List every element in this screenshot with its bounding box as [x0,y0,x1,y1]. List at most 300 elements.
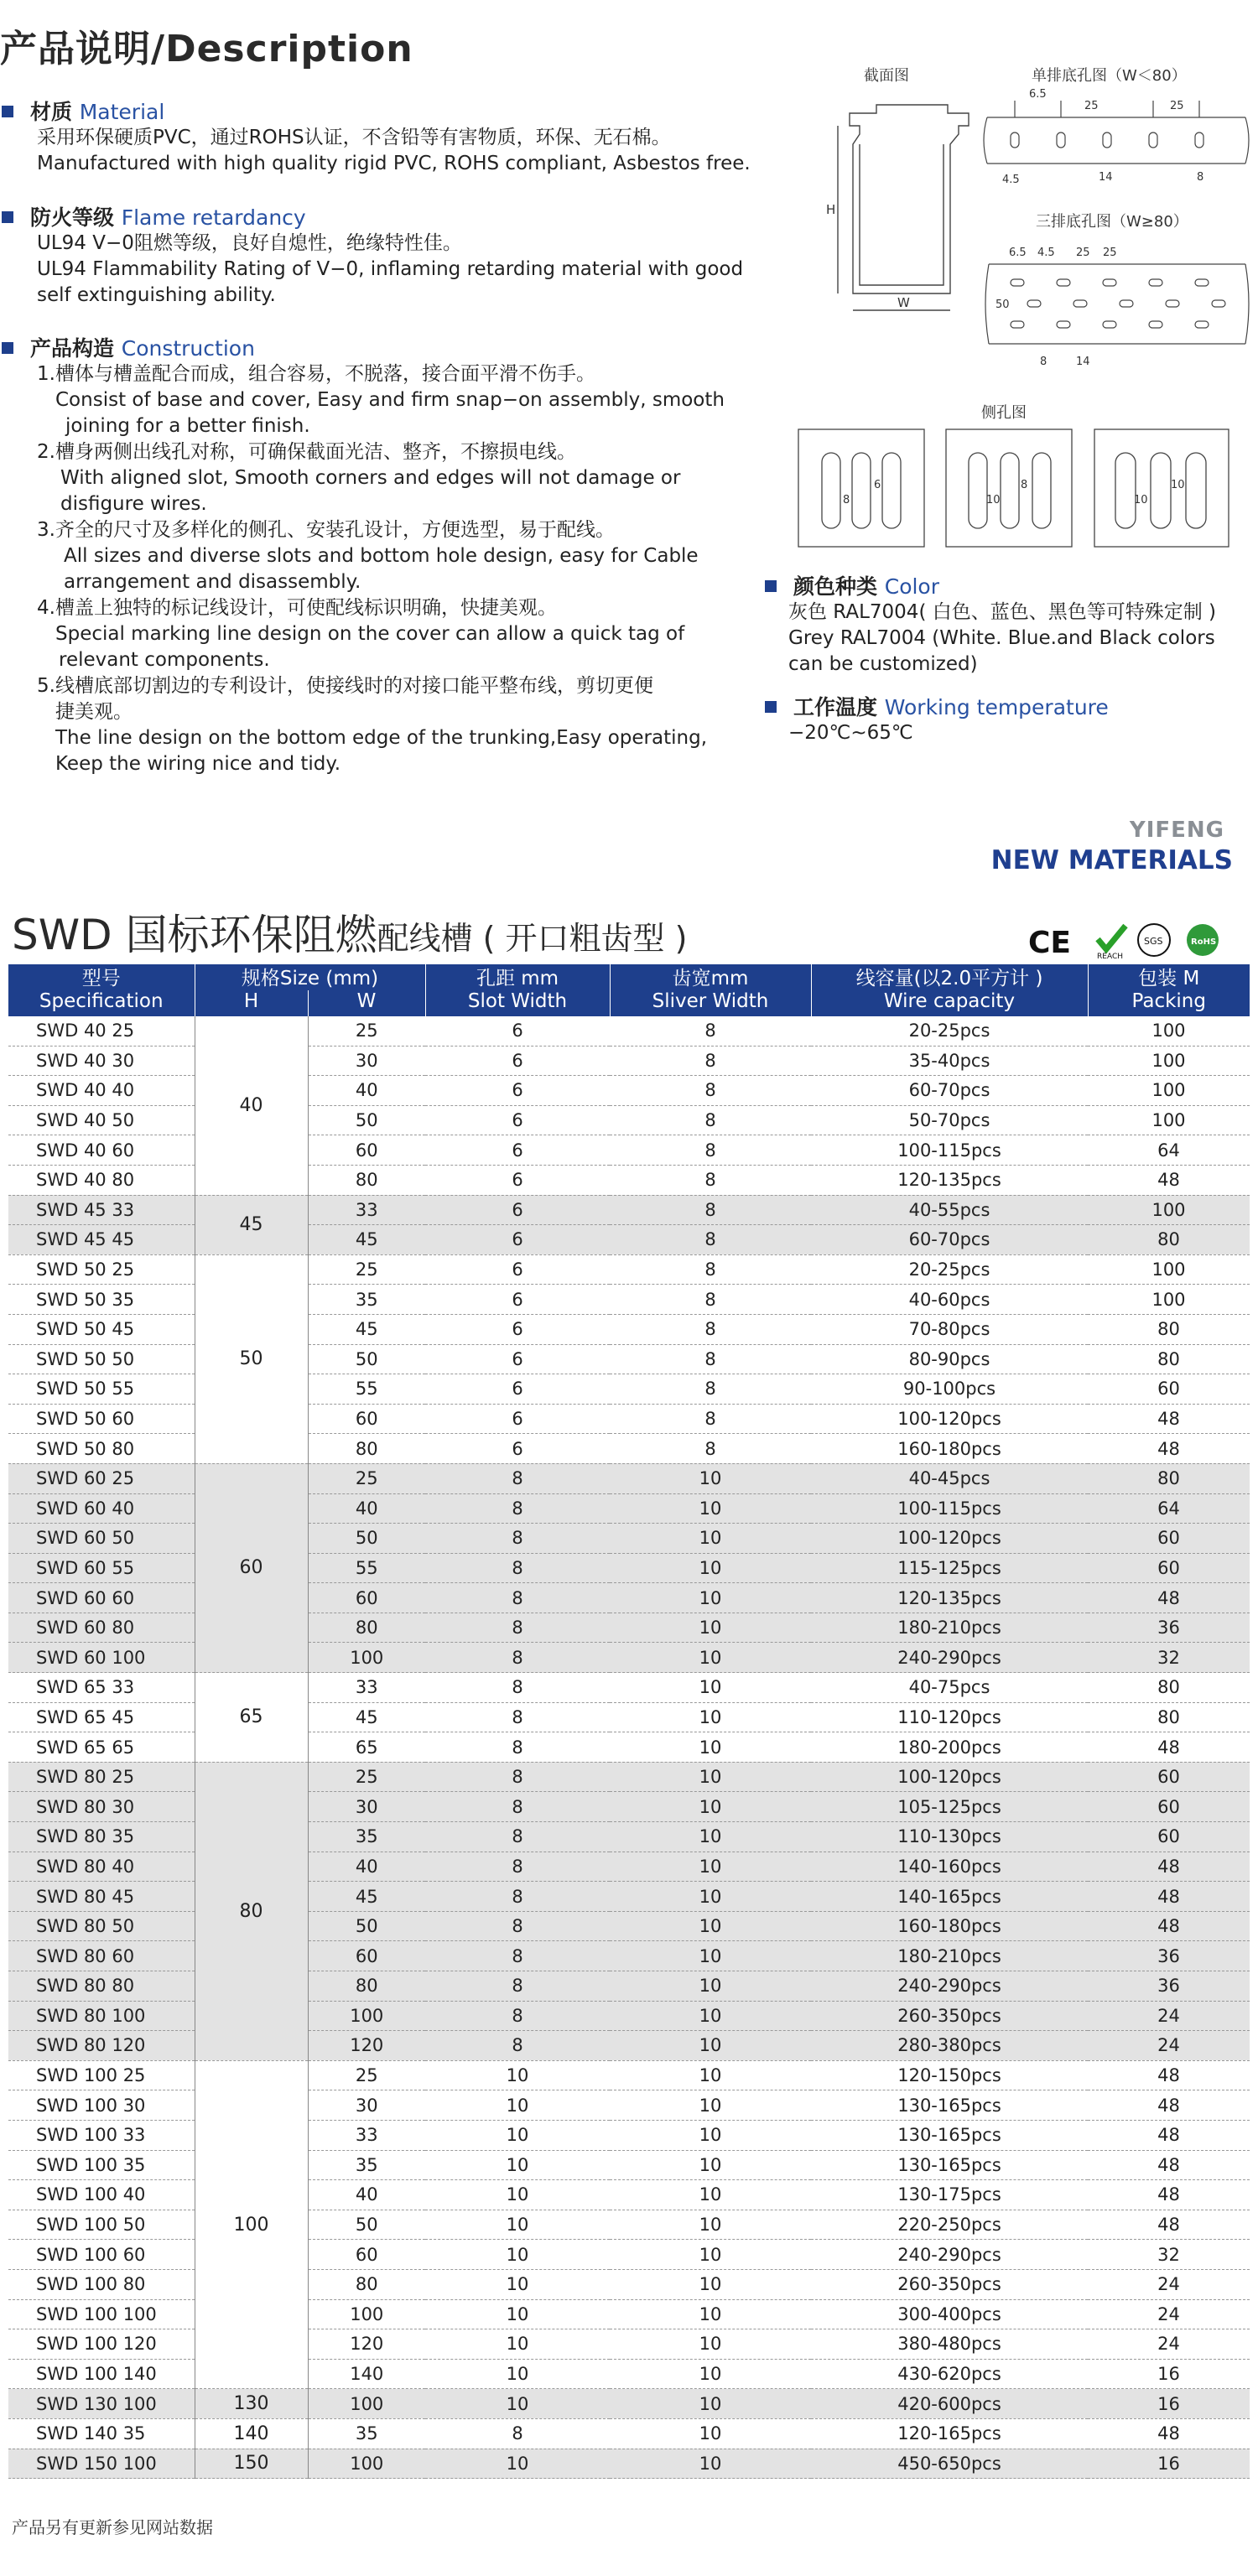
dim3-14: 14 [1076,356,1090,368]
cell-spec: SWD 40 40 [8,1076,195,1106]
cell-wire-capacity: 140-165pcs [811,1882,1088,1912]
cell-slot-width: 10 [425,2299,610,2329]
cell-wire-capacity: 430-620pcs [811,2359,1088,2389]
certification-logos [1027,921,1236,959]
cell-spec: SWD 100 140 [8,2359,195,2389]
cell-packing: 48 [1088,2120,1250,2150]
cell-w: 45 [308,1225,425,1255]
cell-sliver-width: 8 [610,1254,811,1285]
cell-packing: 48 [1088,2418,1250,2449]
header-slot: 孔距 mm Slot Width [425,964,610,1016]
construction-item-3-cn: 3.齐全的尺寸及多样化的侧孔、安装孔设计，方便选型，易于配线。 [37,519,615,541]
cell-packing: 64 [1088,1493,1250,1524]
cell-w: 30 [308,1046,425,1076]
cell-packing: 48 [1088,1732,1250,1763]
cell-wire-capacity: 110-120pcs [811,1702,1088,1732]
cell-sliver-width: 10 [610,2060,811,2090]
dim-8: 8 [1197,171,1204,184]
dim-65: 6.5 [1029,88,1047,101]
cell-wire-capacity: 220-250pcs [811,2210,1088,2240]
triple-row-diagram [977,231,1258,377]
cell-w: 80 [308,2269,425,2299]
cell-slot-width: 8 [425,1971,610,2002]
table-row [8,1673,1250,1703]
cell-w: 100 [308,2449,425,2479]
bullet-square-icon [2,342,13,354]
cell-w: 33 [308,1195,425,1225]
header-sliver: 齿宽mm Sliver Width [610,964,811,1016]
cell-w: 40 [308,2180,425,2210]
cell-slot-width: 8 [425,2418,610,2449]
cell-wire-capacity: 240-290pcs [811,1971,1088,2002]
table-title-main: SWD 国标环保阻燃 [12,911,377,959]
cell-w: 120 [308,2031,425,2061]
cell-w: 25 [308,1463,425,1493]
header-w: W [308,990,425,1016]
cell-wire-capacity: 130-165pcs [811,2090,1088,2121]
cell-packing: 24 [1088,2299,1250,2329]
cell-spec: SWD 100 40 [8,2180,195,2210]
cell-wire-capacity: 420-600pcs [811,2389,1088,2419]
cell-wire-capacity: 40-55pcs [811,1195,1088,1225]
side-dim-10c: 10 [1171,479,1185,491]
flame-line-2: UL94 Flammability Rating of V−0, inflaming retarding material with good [37,258,744,280]
cell-packing: 48 [1088,1852,1250,1882]
table-title-small: 配线槽 ( 开口粗齿型 ) [377,920,688,957]
cell-w: 25 [308,2060,425,2090]
brand-subtitle: NEW MATERIALS [990,845,1233,875]
dim-14: 14 [1099,171,1113,184]
table-body [8,1016,1250,2479]
cell-packing: 100 [1088,1195,1250,1225]
cell-h: 40 [195,1016,308,1195]
cell-spec: SWD 80 30 [8,1792,195,1822]
cell-w: 120 [308,2329,425,2360]
cell-h: 50 [195,1254,308,1463]
cell-wire-capacity: 40-75pcs [811,1673,1088,1703]
material-line-2: Manufactured with high quality rigid PVC, ROHS compliant, Asbestos free. [37,153,751,174]
cell-spec: SWD 40 80 [8,1165,195,1195]
cell-slot-width: 6 [425,1314,610,1344]
cell-slot-width: 6 [425,1285,610,1315]
cell-slot-width: 6 [425,1105,610,1135]
cell-spec: SWD 65 45 [8,1702,195,1732]
cell-sliver-width: 10 [610,2240,811,2270]
cell-spec: SWD 80 80 [8,1971,195,2002]
cell-sliver-width: 10 [610,1493,811,1524]
cell-slot-width: 8 [425,1463,610,1493]
cell-slot-width: 8 [425,1673,610,1703]
single-row-label: 单排底孔图（W＜80） [1032,67,1187,85]
svg-text:REACH: REACH [1097,953,1123,959]
cell-slot-width: 6 [425,1374,610,1405]
side-dim-8b: 8 [1021,479,1028,491]
cell-slot-width: 8 [425,1822,610,1852]
cell-w: 30 [308,1792,425,1822]
cell-packing: 36 [1088,1613,1250,1643]
cell-wire-capacity: 100-120pcs [811,1524,1088,1554]
cell-w: 60 [308,1583,425,1613]
cell-w: 60 [308,1404,425,1434]
cell-wire-capacity: 60-70pcs [811,1225,1088,1255]
cell-slot-width: 8 [425,2001,610,2031]
cell-w: 140 [308,2359,425,2389]
cell-sliver-width: 10 [610,2031,811,2061]
cell-sliver-width: 8 [610,1285,811,1315]
cell-w: 40 [308,1076,425,1106]
cell-wire-capacity: 120-135pcs [811,1583,1088,1613]
cell-packing: 16 [1088,2389,1250,2419]
cell-packing: 100 [1088,1076,1250,1106]
cell-wire-capacity: 35-40pcs [811,1046,1088,1076]
side-holes-diagram [797,428,1241,553]
material-section [0,99,755,177]
cell-w: 50 [308,2210,425,2240]
cell-spec: SWD 100 80 [8,2269,195,2299]
cell-wire-capacity: 100-120pcs [811,1404,1088,1434]
cell-wire-capacity: 100-115pcs [811,1493,1088,1524]
cell-w: 100 [308,1643,425,1673]
cell-packing: 80 [1088,1225,1250,1255]
cell-spec: SWD 100 50 [8,2210,195,2240]
cell-slot-width: 10 [425,2120,610,2150]
cell-sliver-width: 10 [610,2150,811,2180]
cell-packing: 80 [1088,1344,1250,1374]
color-line-3: can be customized) [788,653,978,675]
construction-head-cn: 产品构造 [30,336,115,361]
cell-h: 65 [195,1673,308,1763]
cell-spec: SWD 60 50 [8,1524,195,1554]
cell-wire-capacity: 120-150pcs [811,2060,1088,2090]
cell-h: 45 [195,1195,308,1254]
footnote: 产品另有更新参见网站数据 [12,2517,213,2537]
cell-spec: SWD 45 33 [8,1195,195,1225]
cell-wire-capacity: 160-180pcs [811,1911,1088,1941]
cell-spec: SWD 50 45 [8,1314,195,1344]
cell-packing: 80 [1088,1314,1250,1344]
cell-spec: SWD 60 55 [8,1553,195,1583]
construction-item-5-cn: 5.线槽底部切割边的专利设计，使接线时的对接口能平整布线，剪切更便 [37,675,653,697]
cell-h: 130 [195,2389,308,2419]
cell-slot-width: 10 [425,2240,610,2270]
color-section [763,574,1258,678]
table-row [8,1463,1250,1493]
product-table [8,964,1250,2479]
rohs-badge-icon [1187,924,1219,956]
cell-spec: SWD 40 25 [8,1016,195,1046]
material-head-cn: 材质 [30,100,73,124]
cell-slot-width: 10 [425,2269,610,2299]
cell-w: 80 [308,1165,425,1195]
cell-slot-width: 10 [425,2389,610,2419]
cell-slot-width: 10 [425,2449,610,2479]
bullet-square-icon [2,211,13,223]
cell-packing: 48 [1088,1434,1250,1464]
cell-spec: SWD 50 25 [8,1254,195,1285]
header-packing: 包装 M Packing [1088,964,1250,1016]
cell-w: 50 [308,1911,425,1941]
cross-section-label: 截面图 [864,67,909,85]
flame-line-3: self extinguishing ability. [37,284,276,306]
reach-check-icon [1097,926,1125,959]
cell-packing: 48 [1088,1404,1250,1434]
cell-slot-width: 6 [425,1225,610,1255]
cell-wire-capacity: 240-290pcs [811,1643,1088,1673]
cell-packing: 48 [1088,2090,1250,2121]
cell-slot-width: 8 [425,1762,610,1792]
cell-slot-width: 6 [425,1016,610,1046]
cell-w: 35 [308,1822,425,1852]
cell-w: 60 [308,1135,425,1166]
construction-item-4-en-2: relevant components. [59,649,270,671]
cell-sliver-width: 10 [610,2120,811,2150]
cell-sliver-width: 10 [610,2418,811,2449]
cell-slot-width: 8 [425,1493,610,1524]
cell-slot-width: 8 [425,1911,610,1941]
table-header-row [8,964,1250,990]
cell-spec: SWD 140 35 [8,2418,195,2449]
dim-45: 4.5 [1002,174,1020,186]
cell-sliver-width: 8 [610,1016,811,1046]
cell-sliver-width: 10 [610,2329,811,2360]
cell-spec: SWD 65 65 [8,1732,195,1763]
cell-packing: 48 [1088,2210,1250,2240]
cell-packing: 48 [1088,2060,1250,2090]
cell-packing: 48 [1088,1165,1250,1195]
table-row [8,1016,1250,1046]
bullet-square-icon [765,580,777,592]
construction-item-4-cn: 4.槽盖上独特的标记线设计，可使配线标识明确，快捷美观。 [37,597,557,619]
cell-slot-width: 10 [425,2090,610,2121]
cell-wire-capacity: 40-45pcs [811,1463,1088,1493]
header-h: H [195,990,308,1016]
cell-packing: 24 [1088,2001,1250,2031]
cell-wire-capacity: 240-290pcs [811,2240,1088,2270]
cell-slot-width: 8 [425,2031,610,2061]
cell-w: 60 [308,1941,425,1971]
cell-slot-width: 10 [425,2359,610,2389]
cell-packing: 32 [1088,1643,1250,1673]
cell-sliver-width: 10 [610,1524,811,1554]
cell-wire-capacity: 70-80pcs [811,1314,1088,1344]
cell-sliver-width: 10 [610,1702,811,1732]
cell-w: 40 [308,1852,425,1882]
cell-sliver-width: 10 [610,1911,811,1941]
cell-wire-capacity: 100-115pcs [811,1135,1088,1166]
construction-item-5-cn-2: 捷美观。 [55,701,133,723]
cell-h: 150 [195,2449,308,2479]
cell-w: 33 [308,1673,425,1703]
cell-packing: 16 [1088,2449,1250,2479]
cell-slot-width: 6 [425,1434,610,1464]
cell-spec: SWD 100 35 [8,2150,195,2180]
cell-sliver-width: 8 [610,1105,811,1135]
cell-wire-capacity: 280-380pcs [811,2031,1088,2061]
cell-spec: SWD 45 45 [8,1225,195,1255]
cell-sliver-width: 10 [610,1463,811,1493]
construction-item-3-en-1: All sizes and diverse slots and bottom hole design, easy for Cable [64,545,699,567]
cell-wire-capacity: 300-400pcs [811,2299,1088,2329]
table-row [8,1762,1250,1792]
dim3-8: 8 [1040,356,1047,368]
cell-w: 45 [308,1882,425,1912]
cell-w: 100 [308,2389,425,2419]
cell-sliver-width: 8 [610,1434,811,1464]
cell-packing: 48 [1088,1882,1250,1912]
cell-sliver-width: 10 [610,1553,811,1583]
cell-spec: SWD 40 60 [8,1135,195,1166]
temperature-head-en: Working temperature [884,695,1109,719]
dim3-65: 6.5 [1009,247,1027,259]
cell-wire-capacity: 105-125pcs [811,1792,1088,1822]
cell-wire-capacity: 450-650pcs [811,2449,1088,2479]
table-row [8,2389,1250,2419]
cell-packing: 48 [1088,1583,1250,1613]
cell-w: 45 [308,1314,425,1344]
cell-w: 25 [308,1254,425,1285]
cell-wire-capacity: 180-200pcs [811,1732,1088,1763]
cell-sliver-width: 8 [610,1195,811,1225]
cell-spec: SWD 60 25 [8,1463,195,1493]
dim3-45: 4.5 [1037,247,1055,259]
flame-line-1: UL94 V−0阻燃等级，良好自熄性，绝缘特性佳。 [37,232,462,254]
cell-packing: 60 [1088,1553,1250,1583]
cell-wire-capacity: 160-180pcs [811,1434,1088,1464]
cell-spec: SWD 80 100 [8,2001,195,2031]
dim-w-label: W [897,295,910,310]
cell-spec: SWD 150 100 [8,2449,195,2479]
cell-slot-width: 8 [425,1852,610,1882]
cell-wire-capacity: 80-90pcs [811,1344,1088,1374]
cell-packing: 48 [1088,2150,1250,2180]
cell-sliver-width: 8 [610,1165,811,1195]
color-head-cn: 颜色种类 [793,574,878,599]
cell-w: 65 [308,1732,425,1763]
construction-head-en: Construction [121,336,255,361]
cell-slot-width: 6 [425,1344,610,1374]
cell-wire-capacity: 260-350pcs [811,2001,1088,2031]
side-dim-10b: 10 [1134,494,1148,506]
cell-spec: SWD 50 55 [8,1374,195,1405]
cell-spec: SWD 80 60 [8,1941,195,1971]
cell-wire-capacity: 130-165pcs [811,2150,1088,2180]
cell-sliver-width: 8 [610,1374,811,1405]
cell-wire-capacity: 140-160pcs [811,1852,1088,1882]
cell-slot-width: 8 [425,1643,610,1673]
cell-spec: SWD 60 100 [8,1643,195,1673]
cell-w: 80 [308,1971,425,2002]
cell-sliver-width: 10 [610,1583,811,1613]
cell-packing: 100 [1088,1046,1250,1076]
cell-sliver-width: 8 [610,1076,811,1106]
cell-w: 25 [308,1016,425,1046]
brand-name: YIFENG [1129,818,1224,843]
cell-wire-capacity: 260-350pcs [811,2269,1088,2299]
cell-packing: 100 [1088,1016,1250,1046]
cell-slot-width: 6 [425,1254,610,1285]
side-dim-8: 8 [843,494,850,506]
dim-25-b: 25 [1170,100,1184,112]
color-line-1: 灰色 RAL7004( 白色、蓝色、黑色等可特殊定制 ) [788,601,1217,623]
header-capacity: 线容量(以2.0平方计 ) Wire capacity [811,964,1088,1016]
cell-sliver-width: 8 [610,1314,811,1344]
cell-w: 40 [308,1493,425,1524]
construction-item-3-en-2: arrangement and disassembly. [64,571,361,593]
cell-w: 35 [308,2150,425,2180]
cell-wire-capacity: 115-125pcs [811,1553,1088,1583]
cell-h: 80 [195,1762,308,2060]
color-head-en: Color [884,574,940,599]
construction-item-2-en-1: With aligned slot, Smooth corners and edges will not damage or [60,467,681,489]
temperature-value: −20℃~65℃ [788,722,913,744]
cell-packing: 60 [1088,1374,1250,1405]
cell-sliver-width: 10 [610,1852,811,1882]
cell-spec: SWD 50 35 [8,1285,195,1315]
cell-packing: 32 [1088,2240,1250,2270]
construction-item-1-en-1: Consist of base and cover, Easy and firm snap−on assembly, smooth [55,389,725,411]
cell-spec: SWD 80 40 [8,1852,195,1882]
cell-spec: SWD 60 80 [8,1613,195,1643]
cell-slot-width: 10 [425,2180,610,2210]
cell-packing: 48 [1088,2180,1250,2210]
cell-w: 45 [308,1702,425,1732]
cell-slot-width: 6 [425,1135,610,1166]
cell-packing: 100 [1088,1285,1250,1315]
cell-slot-width: 8 [425,1882,610,1912]
construction-item-2-cn: 2.槽身两侧出线孔对称，可确保截面光洁、整齐，不擦损电线。 [37,441,576,463]
cell-sliver-width: 10 [610,2299,811,2329]
cell-slot-width: 8 [425,1553,610,1583]
cell-spec: SWD 80 45 [8,1882,195,1912]
cell-wire-capacity: 20-25pcs [811,1016,1088,1046]
cell-w: 25 [308,1762,425,1792]
bullet-square-icon [765,701,777,713]
flame-head-cn: 防火等级 [30,205,115,230]
cell-w: 50 [308,1524,425,1554]
cell-slot-width: 10 [425,2210,610,2240]
bullet-square-icon [2,106,13,117]
table-title [12,901,687,962]
cell-wire-capacity: 180-210pcs [811,1613,1088,1643]
flame-head-en: Flame retardancy [121,205,306,230]
cell-w: 100 [308,2001,425,2031]
cell-sliver-width: 10 [610,1792,811,1822]
cell-wire-capacity: 120-165pcs [811,2418,1088,2449]
cell-w: 35 [308,2418,425,2449]
dim3-25-a: 25 [1076,247,1090,259]
cell-wire-capacity: 100-120pcs [811,1762,1088,1792]
cell-sliver-width: 10 [610,2001,811,2031]
cell-sliver-width: 8 [610,1135,811,1166]
cell-spec: SWD 50 60 [8,1404,195,1434]
cell-h: 60 [195,1463,308,1672]
cell-h: 140 [195,2418,308,2449]
construction-item-4-en-1: Special marking line design on the cover can allow a quick tag of [55,623,685,645]
cell-w: 50 [308,1105,425,1135]
cell-packing: 60 [1088,1762,1250,1792]
cell-slot-width: 6 [425,1195,610,1225]
cell-w: 35 [308,1285,425,1315]
cell-sliver-width: 10 [610,2389,811,2419]
cell-spec: SWD 100 25 [8,2060,195,2090]
cell-sliver-width: 10 [610,1643,811,1673]
cell-spec: SWD 100 60 [8,2240,195,2270]
table-row [8,2060,1250,2090]
cell-packing: 60 [1088,1822,1250,1852]
cell-h: 100 [195,2060,308,2389]
cell-sliver-width: 10 [610,2210,811,2240]
cell-slot-width: 8 [425,1792,610,1822]
